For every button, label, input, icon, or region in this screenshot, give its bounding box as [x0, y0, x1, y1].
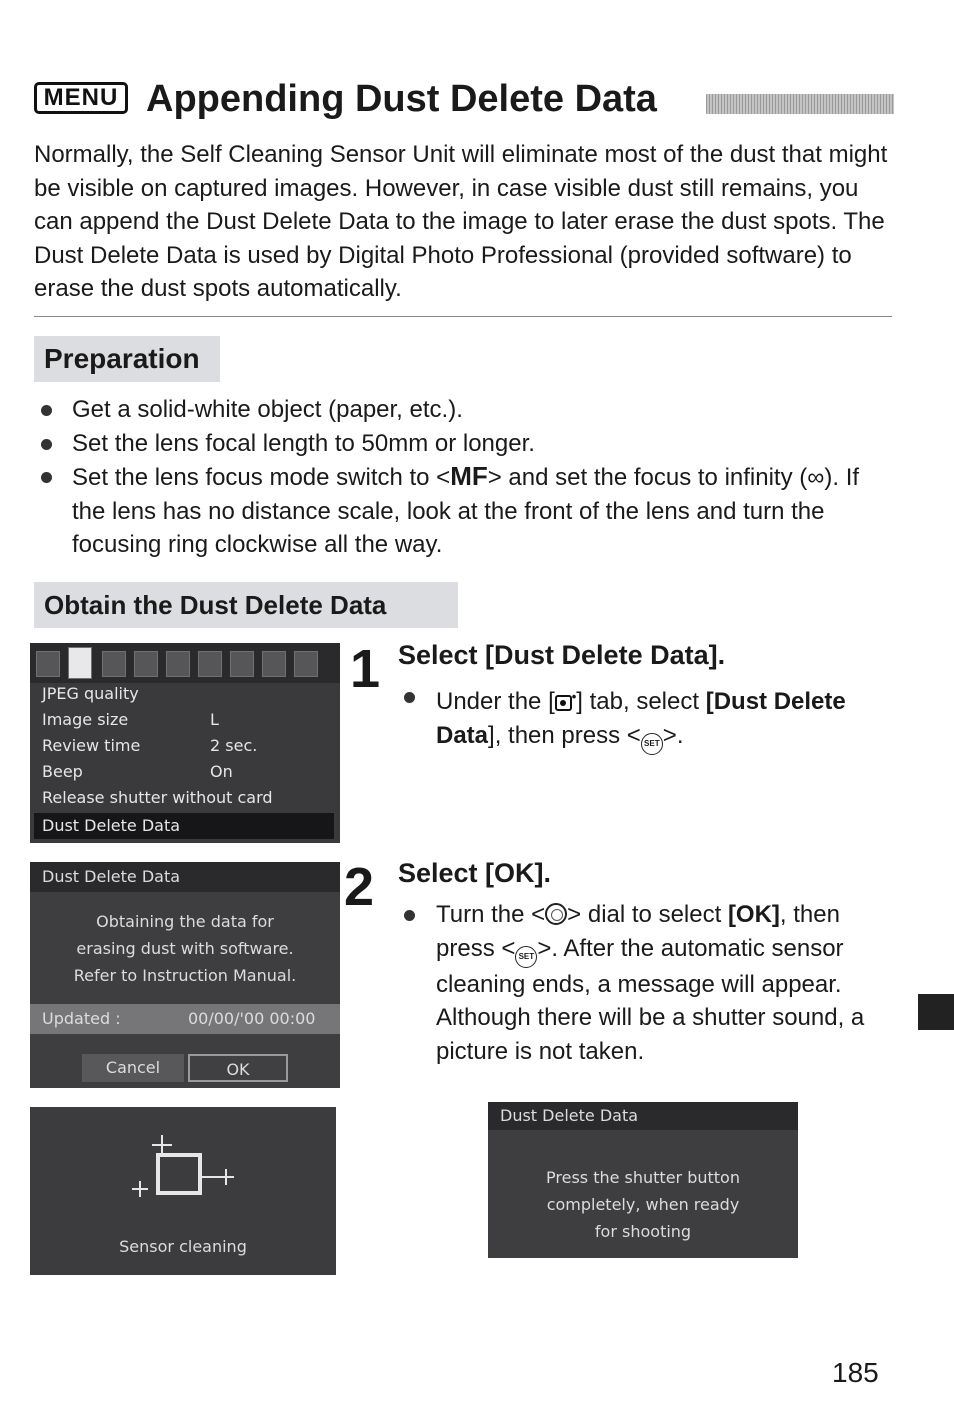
updated-bar: [30, 1004, 340, 1034]
preparation-list: [38, 393, 898, 562]
menu-row-label: Review time: [42, 736, 141, 755]
tab-dot: •: [571, 689, 577, 704]
bullet-icon: [41, 472, 52, 483]
step-text: >. After the automatic sensor cleaning ends, a message will appear. Although there will be a shutter sound, a picture is not taken.: [436, 934, 865, 1065]
lcd-message-line: erasing dust with software.: [76, 939, 294, 958]
bullet-text: Set the lens focus mode switch to <: [72, 464, 451, 491]
menu-tab: [262, 651, 286, 677]
list-item: [38, 460, 898, 562]
menu-tab: [134, 651, 158, 677]
menu-tab: [166, 651, 190, 677]
menu-tab: [36, 651, 60, 677]
quick-control-dial-icon: [545, 903, 567, 925]
menu-tab: [102, 651, 126, 677]
chapter-tab-marker: [918, 994, 954, 1030]
list-item: [38, 427, 898, 461]
menu-row-label: Beep: [42, 762, 83, 781]
step-number: 1: [350, 639, 381, 699]
menu-row-label: JPEG quality: [42, 684, 139, 703]
dust-delete-dialog-screen: [30, 862, 340, 1088]
step-text: > dial to select: [567, 901, 728, 928]
bullet-text: > and set the focus to infinity (∞). If the lens has no distance scale, look at the front of the lens and turn the focusing ring clockwise all the way.: [72, 464, 860, 558]
menu-tab-selected: [68, 647, 92, 679]
menu-icon: MENU: [34, 82, 128, 114]
sensor-cleaning-label: Sensor cleaning: [119, 1237, 247, 1256]
step-text: >.: [662, 721, 684, 749]
cancel-button: Cancel: [82, 1054, 184, 1082]
step-number: 2: [344, 857, 375, 917]
bullet-icon: [41, 405, 52, 416]
updated-value: 00/00/'00 00:00: [188, 1009, 316, 1028]
step-heading: Select [Dust Delete Data].: [398, 640, 726, 670]
menu-row-value: On: [210, 762, 233, 781]
menu-row-label: Release shutter without card: [42, 788, 273, 807]
bullet-text: Set the lens focal length to 50mm or longer.: [72, 429, 535, 457]
ok-button: OK: [188, 1054, 288, 1082]
menu-tab-bar: [30, 643, 340, 683]
mf-symbol: MF: [450, 461, 488, 491]
page-title: Appending Dust Delete Data: [146, 78, 657, 120]
preparation-heading: Preparation: [34, 336, 220, 382]
title-decoration-bar: [706, 94, 894, 114]
list-item: [38, 393, 898, 427]
obtain-heading: Obtain the Dust Delete Data: [34, 582, 458, 628]
set-button-icon: SET: [641, 733, 663, 755]
lcd-title: Dust Delete Data: [488, 1102, 798, 1130]
lcd-message-line: Refer to Instruction Manual.: [73, 966, 297, 985]
menu-tab: [294, 651, 318, 677]
page-number: 185: [832, 1357, 879, 1388]
menu-row-label: Dust Delete Data: [42, 816, 181, 835]
menu-tab: [230, 651, 254, 677]
menu-tab: [198, 651, 222, 677]
intro-paragraph: Normally, the Self Cleaning Sensor Unit will eliminate most of the dust that might be visible on captured images. However, in case visible dust still remains, you can append the Dust Delete Data to the image to later erase the dust spots. The Dust Delete Data is used by Digital Photo Professional (provided software) to erase the dust spots automatically.: [34, 141, 888, 302]
menu-screen: [30, 643, 340, 843]
updated-label: Updated :: [42, 1009, 121, 1028]
step-text-bold: [OK]: [727, 901, 780, 928]
divider: [34, 316, 892, 317]
step-instruction: [398, 898, 894, 1068]
bullet-icon: [404, 692, 415, 703]
bullet-icon: [404, 910, 415, 921]
step-text-bold: [Dust Delete Data: [436, 688, 846, 749]
step-text: Under the [: [436, 688, 555, 715]
menu-row-label: Image size: [42, 710, 129, 729]
lcd-message-line: for shooting: [594, 1222, 692, 1241]
title-row: [34, 76, 894, 124]
step-heading: Select [OK].: [398, 858, 552, 888]
step-text: ], then press <: [488, 721, 641, 749]
step-instruction: [398, 680, 858, 755]
step-text: , then press <: [436, 901, 840, 962]
shooting-tab-icon: [555, 695, 572, 711]
bullet-text: Get a solid-white object (paper, etc.).: [72, 396, 463, 423]
lcd-title: Dust Delete Data: [30, 862, 340, 892]
sensor-cleaning-screen: [30, 1107, 336, 1275]
step-text: ] tab, select: [576, 688, 706, 715]
menu-row-value: 2 sec.: [210, 736, 258, 755]
menu-row-value: L: [210, 710, 219, 729]
set-button-icon: SET: [515, 946, 537, 968]
lcd-message-line: Obtaining the data for: [96, 912, 274, 931]
lcd-message-line: Press the shutter button: [546, 1168, 740, 1187]
step-text: Turn the <: [436, 901, 546, 928]
lcd-message-line: completely, when ready: [546, 1195, 740, 1214]
press-shutter-screen: [488, 1102, 798, 1258]
bullet-icon: [41, 439, 52, 450]
